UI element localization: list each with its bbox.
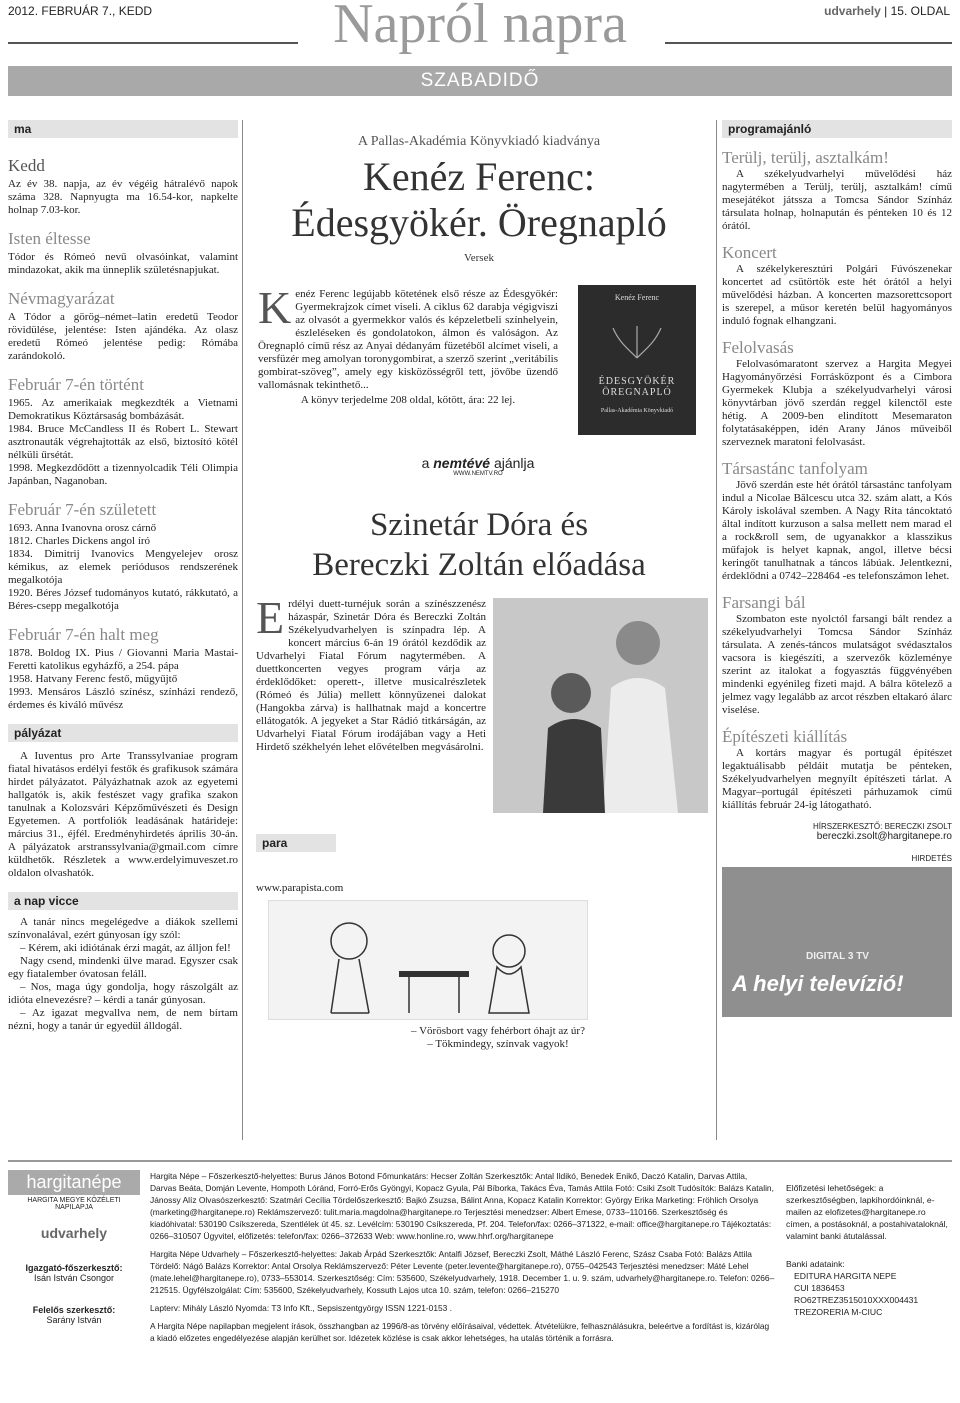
list-item: 1965. Az amerikaiak megkezdték a Vietnami Demokratikus Köztársaság bombázását. bbox=[8, 397, 238, 422]
editor-label: HÍRSZERKESZTŐ: BERECZKI ZSOLT bbox=[813, 822, 952, 831]
list-item: 1998. Megkezdődött a tizennyolcadik Téli Olimpia Japánban, Naganoban. bbox=[8, 462, 238, 487]
program-heading: Farsangi bál bbox=[722, 593, 806, 612]
nemteve-pre: a bbox=[421, 455, 430, 471]
book-title-2: Édesgyökér. Öregnapló bbox=[291, 200, 667, 245]
subscription-info bbox=[786, 1182, 952, 1318]
imprint-paragraph: Lapterv: Mihály László Nyomda: T3 Info Kft., Sepsiszentgyörgy ISSN 1221-0153 . bbox=[150, 1303, 452, 1313]
subsection-bar: SZABADIDŐ bbox=[8, 66, 952, 96]
program-text: A székelykeresztúri Polgári Fúvószenekar koncertet ad csütörtök este hét órától a helyi művelődési házban. A koncerten mazsorettcsoport is szerepel, a műsor keretén belül hagyományos induló fognak elhangzani. bbox=[722, 263, 952, 327]
bank-label: Banki adataink: bbox=[786, 1259, 845, 1269]
brand-logo: udvarhely bbox=[824, 4, 881, 18]
list-item: 1812. Charles Dickens angol író bbox=[8, 535, 151, 547]
left-column bbox=[8, 120, 238, 1033]
palyazat-text: A Iuventus pro Arte Transsylvaniae program fiatal hivatásos erdélyi festők és grafikusok számára hirdet pályázatot. Pályázhatnak azok az egyetemi hallgatók is, akik festészet vagy grafika szakon tanulnak a Kolozsvári Képzőművészeti és Design Egyetemen. A portfoliók leadásának határideje: március 31., éjfél. Eredményhirdetés április 30-án. A pályázatok arstranssylvania@gmail.com címre küldhetők. Részletek a www.erdelyimuveszet.ro oldalon olvashatók. bbox=[8, 750, 238, 879]
concert-article bbox=[256, 592, 486, 754]
nev-text: A Tódor a görög–német–latin eredetű Teodor rövidülése, jelentése: Isten ajándéka. Az olasz eredetű Rómeó jelentése pedig: Rómába zarándokoló. bbox=[8, 311, 238, 362]
cover-publisher: Pallas-Akadémia Könyvkiadó bbox=[600, 408, 674, 414]
ad-slogan: A helyi televízió! bbox=[732, 971, 904, 996]
cover-ornament-icon bbox=[607, 320, 667, 360]
kedd-text: Az év 38. napja, az év végéig hátralévő napok száma 328. Napnyugta ma 16.54-kor, napkelte holnap 7.03-kor. bbox=[8, 178, 238, 216]
halt-heading: Február 7-én halt meg bbox=[8, 625, 159, 644]
book-title-1: Kenéz Ferenc: bbox=[362, 154, 596, 199]
list-item: 1984. Bruce McCandless II és Robert L. Stewart asztronauták végrehajtották az első, biztosító kötél nélküli űrsétát. bbox=[8, 423, 238, 461]
tortent-heading: Február 7-én történt bbox=[8, 375, 144, 394]
udvarhely-logo: udvarhely bbox=[40, 1225, 108, 1241]
column-divider bbox=[242, 120, 243, 1140]
hargitanepe-logo: hargitanépe bbox=[8, 1170, 140, 1195]
nemteve-url: WWW.NEMTV.RO bbox=[453, 471, 503, 477]
ad-brand: DIGITAL 3 TV bbox=[806, 951, 869, 962]
tortent-list bbox=[8, 397, 238, 488]
vicc-line: A tanár nincs megelégedve a diákok szellemi színvonalával, ezért gúnyosan így szól: bbox=[8, 916, 238, 941]
program-text: A kortárs magyar és portugál építészet legaktuálisabb példáit mutatja be pénteken, Székelyudvarhelyen megnyílt építészeti tárlat. A Magyar–portugál építészeti párhuzamok című kiállítás február 24-ig látogatható. bbox=[722, 747, 952, 811]
program-heading: Koncert bbox=[722, 243, 777, 262]
bank-line: CUI 1836453 bbox=[794, 1283, 845, 1293]
concert-title-1: Szinetár Dóra és bbox=[369, 507, 589, 543]
cover-author: Kenéz Ferenc bbox=[614, 293, 660, 302]
concert-title-2: Bereczki Zoltán előadása bbox=[312, 547, 646, 583]
isten-text: Tódor és Rómeó nevű olvasóinkat, valamint mindazokat, akik ma ünneplik születésnapjukat. bbox=[8, 251, 238, 276]
imprint-paragraph: Hargita Népe Udvarhely – Főszerkesztő-helyettes: Jakab Árpád Szerkesztők: Antalfi József, Bereczki Zsolt, Máthé László Ferenc, Szász Csaba Fotó: Balázs Attila Tördelő: Nágó Balázs Korrektor: Antal Orsolya Reklámszervező: Péter Levente (peter.levente@hargitanepe.ro), 0755–042543 Terjesztési menedzser: Máté Lehel (mate.lehel@hargitanepe.ro), 0733–553014. Szerkesztőség: Cím: 535600, Székelyudvarhely, 1918. December 1. u. 9. szám, udvarhely@hargitanepe.ro. Telefon: 0266–212515. Ügyfélszolgálat: Cím: 535600, Székelyudvarhely, Kossuth Lajos utca 10. szám, telefon: 0266–215270 bbox=[150, 1249, 775, 1295]
vicc-line: – Kérem, aki idiótának érzi magát, az álljon fel! bbox=[20, 942, 231, 954]
imprint-paragraph: Hargita Népe – Főszerkesztő-helyettes: Burus János Botond Főmunkatárs: Hecser Zoltán Szerkesztők: Antal Ildikó, Benedek Enikő, Daczó Katalin, Darvas Attila, Darvas Beáta, Domján Levente, Hompoth Lóránd, Forró-Erős Gyöngyi, Kopacz Gyula, Pál Bíborka, Takács Éva, Tamás Attila Fotó: Csiki Zsolt Tudósítók: Balázs Katalin, Jánossy Alíz Olvasószerkesztő: Szatmári Cecília Tördelőszerkesztő: Bajkó Zsuzsa, Bálint Anna, Kopacz Katalin Korrektor: György Erika Marketing: Fröhlich Orsolya (marketing@hargitanepe.ro) Reklámszervező: tulit.maria.magdolna@hargitanepe.ro Terjesztési menedzser: Albert Emese, 0733–110166. Szerkesztőség és kiadóhivatal: 530190 Csíkszereda, Szentlélek út 45. sz. Levélcím: 530190 Csíkszereda, Pf. 204. Telefon/fax: 0266–371322, e-mail: office@hargitanepe.ro Tájékoztatás: 0266–310507 Ügyvitel, előfizetés: telefon/fax: 0266–372633 Web: www.honline.ro, www.hhrf.org/hargitanepe bbox=[150, 1171, 774, 1241]
caption-line: – Vörösbort vagy fehérbort óhajt az úr? bbox=[411, 1025, 585, 1037]
nemteve-logo bbox=[358, 455, 598, 477]
cartoon-drawing bbox=[268, 900, 588, 1020]
column-divider bbox=[716, 120, 717, 1140]
section-label-ma: ma bbox=[8, 120, 238, 138]
nev-heading: Névmagyarázat bbox=[8, 289, 115, 308]
vicc-line: Nagy csend, mindenki ülve marad. Egyszer csak egy fiatalember óvatosan feláll. bbox=[8, 955, 238, 980]
book-subtitle: Versek bbox=[464, 252, 494, 264]
imprint-paragraph: A Hargita Népe napilapban megjelent írások, összhangban az 1996/8-as törvény előírásaival, védettek. Átvételükre, felhasználásukra, beleértve a fordítást is, kizárólag a kiadó előzetes engedélyezése alapján kerülhet sor. Idézetek közlése is csak akkor lehetséges, ha utalás történik a forrásra. bbox=[150, 1321, 770, 1343]
list-item: 1993. Mensáros László színész, színházi rendező, érdemes és kiváló művész bbox=[8, 686, 238, 711]
program-heading: Felolvasás bbox=[722, 338, 794, 357]
book-body: enéz Ferenc legújabb kötetének első része az Édesgyökér: Gyermekrajzok címet viseli. A ciklus 62 darabja végigviszi az olvasót a gyermekkor valós és képzeletbeli színhelyein, észleléseken és gondolatokon, álmon és valóságon. Az Öregnapló című rész az Anyai dédanyám füzetéből alcímet viseli, a versfüzér meg amolyan toronygombirat, a szerző szerint „veritábilis gombirat-szöveg”, amely egy kisközösségről tett, jövőbe üzendő vallomásnak tekinthető... bbox=[258, 288, 558, 391]
cover-title-1: ÉDESGYÖKÉR bbox=[598, 376, 676, 387]
performers-photo-icon bbox=[493, 598, 708, 813]
imprint-text bbox=[150, 1170, 776, 1350]
szuletett-heading: Február 7-én született bbox=[8, 500, 157, 519]
list-item: 1834. Dimitrij Ivanovics Mengyelejev orosz kémikus, az elemek periódusos rendszerének megalkotója bbox=[8, 548, 238, 586]
page-number: 15. OLDAL bbox=[890, 4, 950, 18]
concert-photo bbox=[493, 598, 708, 813]
subscribe-text: Előfizetési lehetőségek: a szerkesztőségben, lapkihordóinknál, e-mailen az elofizetes@hargitanepe.ro címen, a postásoknál, a postahivataloknál, valamint banki átutalással. bbox=[786, 1183, 948, 1241]
list-item: 1878. Boldog IX. Pius / Giovanni Maria Mastai-Feretti katolikus egyházfő, a 254. pápa bbox=[8, 647, 238, 672]
section-label-para: para bbox=[256, 834, 336, 852]
bank-line: EDITURA HARGITA NEPE bbox=[794, 1271, 897, 1281]
drop-cap: K bbox=[258, 282, 292, 333]
halt-list bbox=[8, 647, 238, 712]
vicc-line: – Nos, maga úgy gondolja, hogy rászolgált az idióta elnevezésre? – kérdi a tanár gúnyosan. bbox=[8, 981, 238, 1006]
program-heading: Építészeti kiállítás bbox=[722, 727, 848, 746]
section-title: Napról napra bbox=[333, 0, 627, 55]
vicc-text bbox=[8, 916, 238, 1033]
program-heading: Terülj, terülj, asztalkám! bbox=[722, 148, 889, 167]
szuletett-list bbox=[8, 522, 238, 613]
section-label-program: programajánló bbox=[722, 120, 952, 138]
middle-column bbox=[248, 120, 710, 1150]
imprint-footer bbox=[8, 1160, 952, 1398]
concert-headline bbox=[248, 505, 710, 585]
list-item: 1693. Anna Ivanovna orosz cárnő bbox=[8, 522, 157, 534]
publisher-line: A Pallas-Akadémia Könyvkiadó kiadványa bbox=[357, 134, 601, 149]
nemteve-brand: nemtévé bbox=[433, 455, 491, 471]
footer-logos bbox=[8, 1170, 140, 1325]
book-cover-image bbox=[578, 285, 696, 435]
program-text: Szombaton este nyolctól farsangi bált rendez a székelyudvarhelyi Tomcsa Sándor Színház társulata. A zenés-táncos mulatságot svédasztalos vacsora is kiegészíti, a szervezők közleménye szerint az italokat a fogyasztás függvényében mindenki egyénileg fizeti majd. A bálra kötelező a jelmez vagy legalább az arcot részben eltakaró álarc viselése. bbox=[722, 613, 952, 716]
list-item: 1958. Hatvany Ferenc festő, műgyűjtő bbox=[8, 673, 178, 685]
header-rule-right bbox=[665, 42, 952, 44]
resp-label: Felelős szerkesztő: bbox=[32, 1305, 116, 1315]
chief-label: Igazgató-főszerkesztő: bbox=[25, 1263, 123, 1273]
program-text: Jövő szerdán este hét órától társastánc tanfolyam indul a Nicolae Bălcescu utca 32. szám alatt, a Kós Károly iskolával szemben. A Nagy Rita táncoktató által indított kurzuson a salsa mellett nem marad el a rock&roll sem, de ugyanakkor a klasszikus műfajok is helyet kapnak, angol, illetve bécsi keringőt tanulhatnak a táncos lábúak. Jelentkezni, érdeklődni a 0742–228464 -es telefonszámon lehet. bbox=[722, 479, 952, 582]
program-text: Felolvasómaratont szervez a Hargita Megyei Hagyományőrzési Forrásközpont és a Cimbora Gyermekek Klubja a székelyudvarhelyi városi könyvtárban jövő szerdán reggel kilenctől este hétig. A 2009-ben elindított Mesemaraton folytatásaképpen, idén Arany János műveiből szerveznek maratoni felolvasást. bbox=[722, 358, 952, 448]
program-text: A székelyudvarhelyi művelődési ház nagytermében a Terülj, terülj, asztalkám! című mesejátékot játssza a Tomcsa Sándor Színház társulata holnap, holnapután és pénteken 10 és 12 órától. bbox=[722, 168, 952, 232]
issue-date: 2012. FEBRUÁR 7., KEDD bbox=[8, 4, 153, 18]
book-price: A könyv terjedelme 208 oldal, kötött, ára: 22 lej. bbox=[300, 394, 516, 406]
header-right: udvarhely | 15. OLDAL bbox=[824, 4, 950, 18]
vicc-line: – Az igazat megvallva nem, de nem bírtam nézni, hogy a tanár úr egyedül álldogál. bbox=[8, 1007, 238, 1032]
program-heading: Társastánc tanfolyam bbox=[722, 459, 868, 478]
editor-email-link[interactable]: bereczki.zsolt@hargitanepe.ro bbox=[816, 831, 952, 842]
cartoon-caption bbox=[348, 1025, 648, 1051]
logo-subtitle: HARGITA MEGYE KÖZÉLETI NAPILAPJA bbox=[27, 1197, 121, 1211]
concert-body: rdélyi duett-turnéjuk során a színészzenész házaspár, Szinetár Dóra és Bereczki Zoltán Székelyudvarhelyen is színpadra lép. A koncert március 6-án 19 órától kezdődik az Udvarhelyi Fiatal Fórum nagytermében. A duettkoncerten vegyes program várja az érdeklődőket: operett-, illetve musicalrészletek (Rómeó és Júlia) mellett könnyűzenei dalokat (Hangokba zárva) is hallhatnak majd a koncertre ellátogatók. A jegyeket a Star Rádió titkárságán, az Udvarhelyi Fiatal Fórum irodájában vagy a Heti Hirdető székhelyén lehet elővételben megvásárolni. bbox=[256, 598, 486, 753]
bank-line: RO62TREZ3515010XXX004431 bbox=[794, 1295, 919, 1305]
drop-cap: E bbox=[256, 592, 285, 643]
kedd-heading: Kedd bbox=[8, 156, 45, 175]
section-label-palyazat: pályázat bbox=[8, 724, 238, 742]
resp-name: Sarány István bbox=[46, 1315, 102, 1325]
cover-title-2: ÖREGNAPLÓ bbox=[602, 387, 672, 398]
bank-line: TREZORERIA M-CIUC bbox=[794, 1307, 883, 1317]
cartoon-illustration-icon bbox=[269, 901, 589, 1021]
para-url: www.parapista.com bbox=[256, 882, 344, 894]
chief-name: Isán István Csongor bbox=[33, 1273, 115, 1283]
isten-heading: Isten éltesse bbox=[8, 229, 91, 248]
book-article bbox=[258, 282, 558, 407]
section-label-vicc: a nap vicce bbox=[8, 892, 238, 910]
ad-label: HIRDETÉS bbox=[911, 854, 952, 863]
caption-line: – Tökmindegy, színvak vagyok! bbox=[427, 1038, 569, 1050]
digital3-advert[interactable] bbox=[722, 867, 952, 1017]
right-column bbox=[722, 120, 952, 1017]
nemteve-post: ajánlja bbox=[493, 455, 535, 471]
header-rule-left bbox=[8, 42, 298, 44]
list-item: 1920. Béres József tudományos kutató, rákkutató, a Béres-csepp megalkotója bbox=[8, 587, 238, 612]
